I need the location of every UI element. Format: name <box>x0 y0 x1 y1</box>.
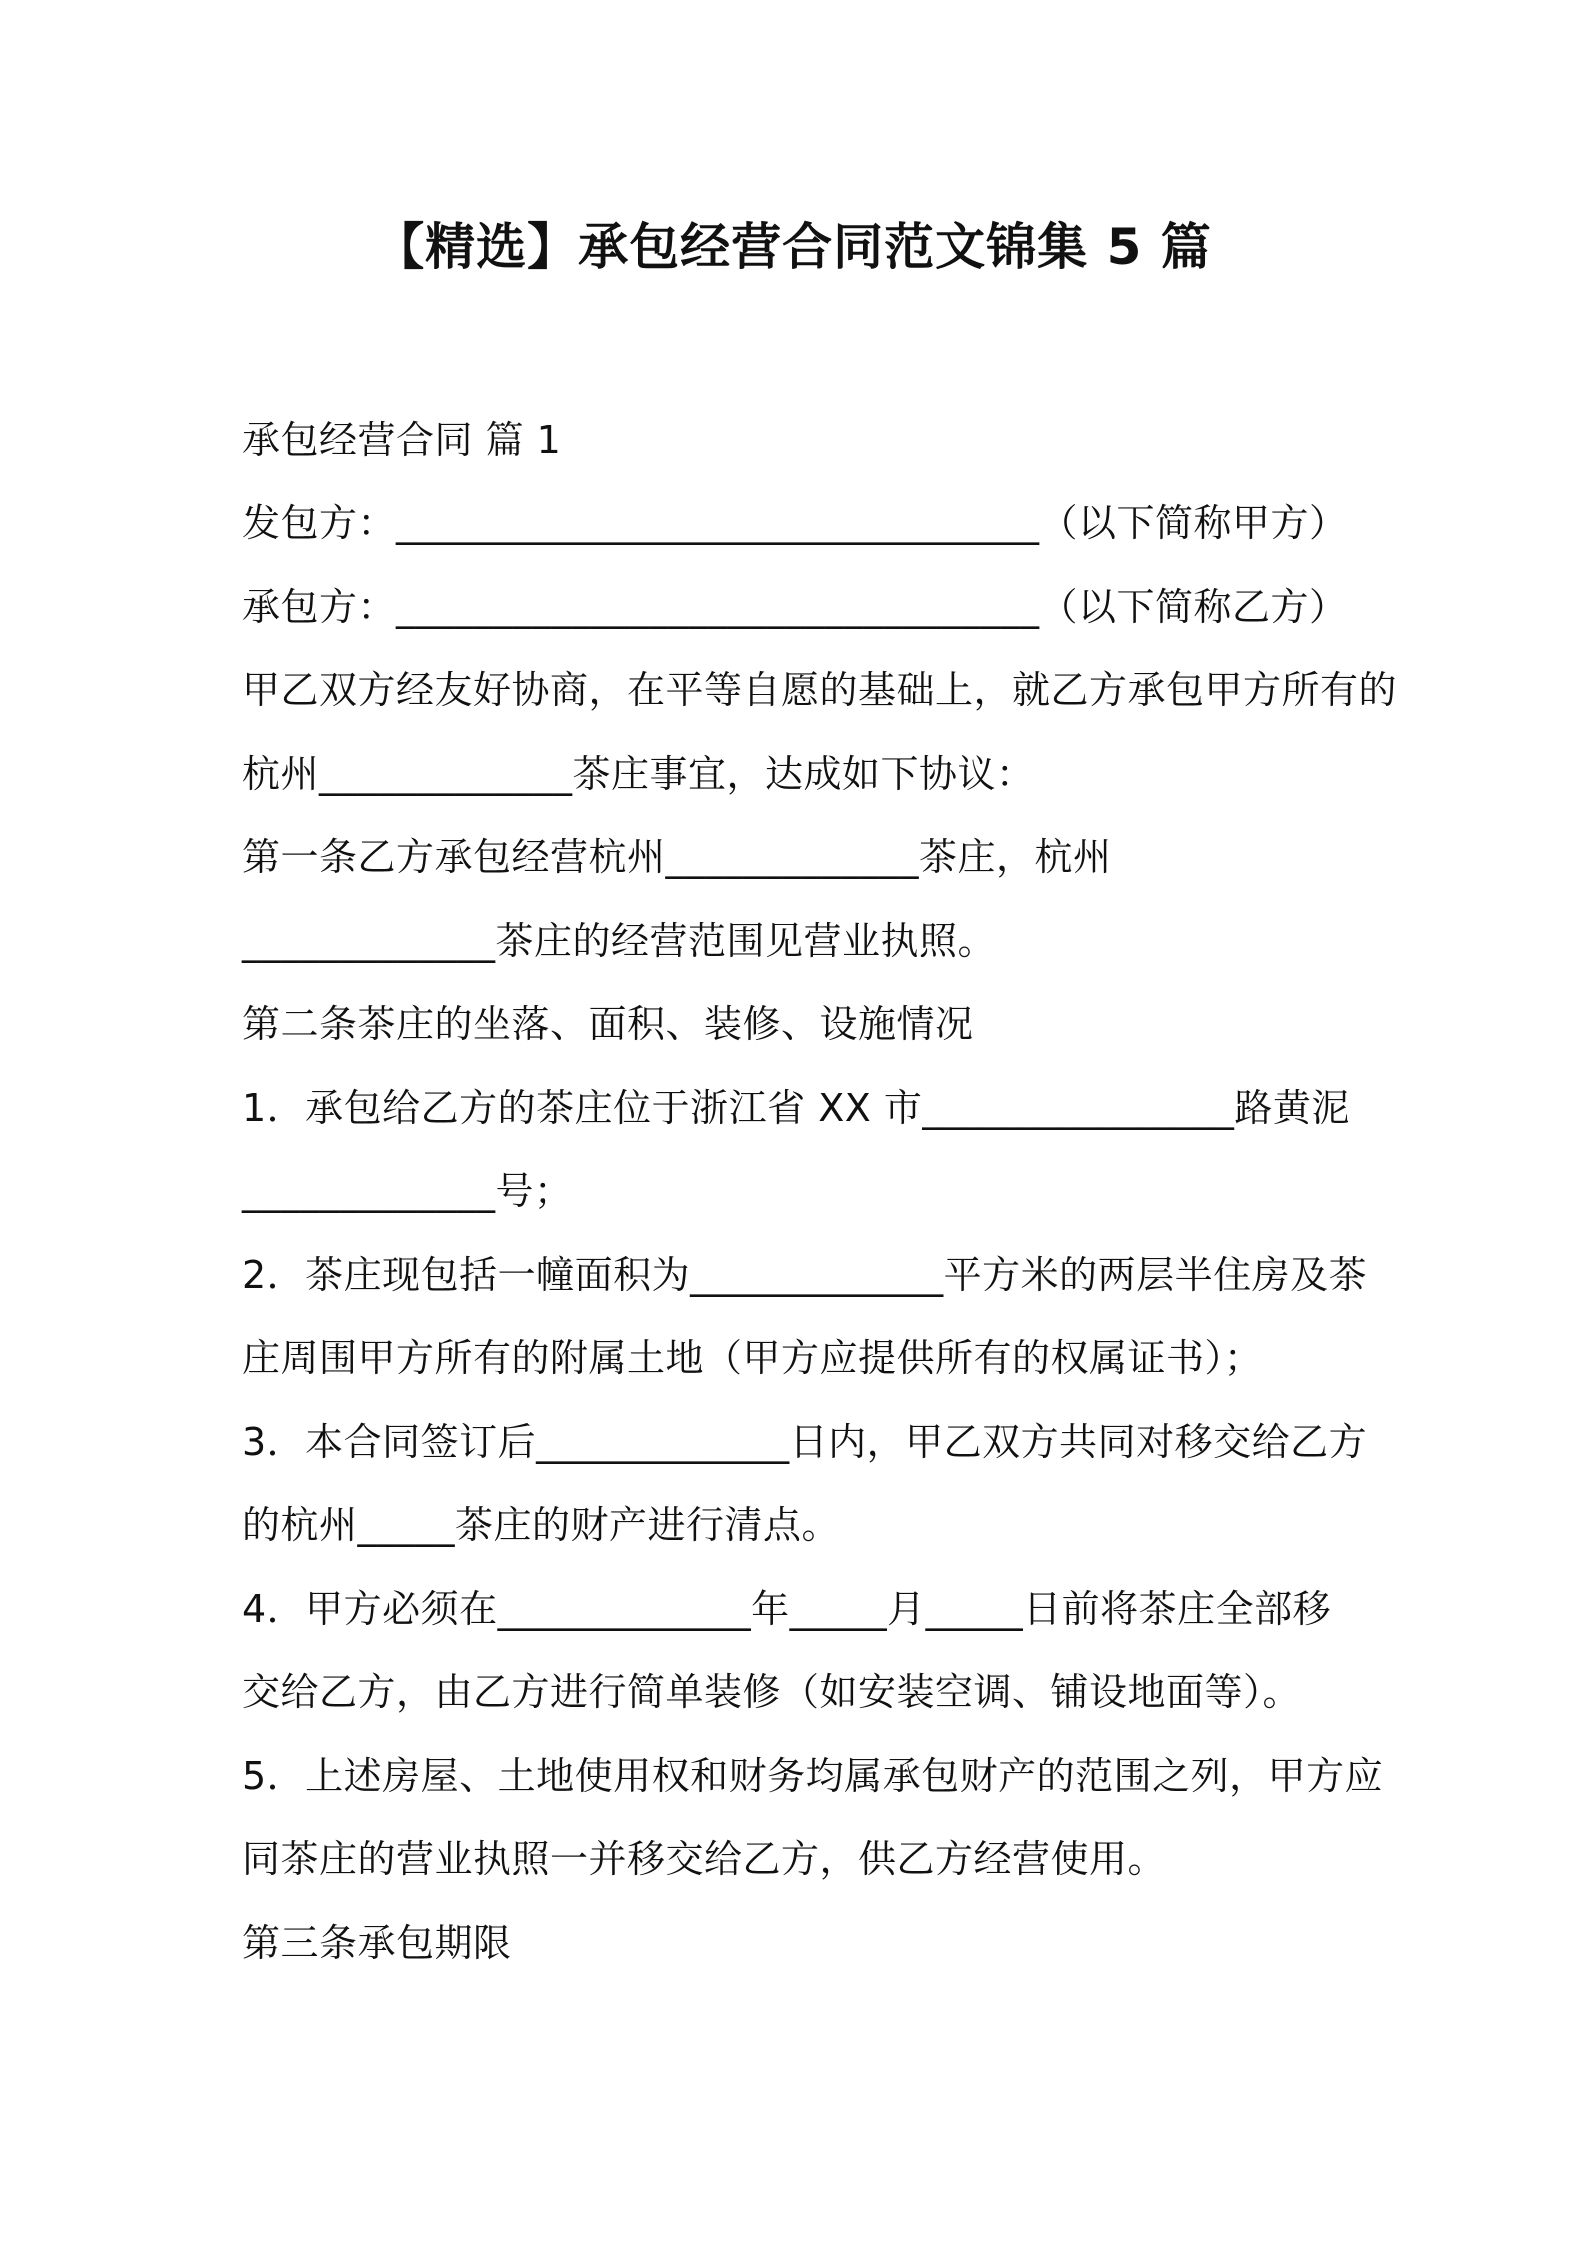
article-heading: 第三条承包期限 <box>242 1921 512 1965</box>
clause-line: 4．甲方必须在_____________年_____月_____日前将茶庄全部移 <box>242 1587 1332 1631</box>
document-title: 【精选】承包经营合同范文锦集 5 篇 <box>374 218 1212 276</box>
clause-line: 2．茶庄现包括一幢面积为_____________平方米的两层半住房及茶 <box>242 1253 1368 1297</box>
clause-line: 的杭州_____茶庄的财产进行清点。 <box>242 1503 841 1547</box>
clause-line: 同茶庄的营业执照一并移交给乙方，供乙方经营使用。 <box>242 1837 1167 1881</box>
contract-party-line: 发包方：_________________________________（以下简称甲方） <box>242 501 1348 545</box>
paragraph-line: 杭州_____________茶庄事宜，达成如下协议： <box>242 752 1035 796</box>
section-heading: 承包经营合同 篇 1 <box>242 418 562 462</box>
clause-line: 3．本合同签订后_____________日内，甲乙双方共同对移交给乙方 <box>242 1420 1368 1464</box>
clause-line: 交给乙方，由乙方进行简单装修（如安装空调、铺设地面等）。 <box>242 1670 1302 1714</box>
clause-line: 庄周围甲方所有的附属土地（甲方应提供所有的权属证书）； <box>242 1336 1263 1380</box>
article-line: _____________茶庄的经营范围见营业执照。 <box>242 919 997 963</box>
clause-line: _____________号； <box>242 1169 573 1213</box>
paragraph-line: 甲乙双方经友好协商，在平等自愿的基础上，就乙方承包甲方所有的 <box>242 668 1398 712</box>
clause-line: 1．承包给乙方的茶庄位于浙江省 XX 市________________路黄泥 <box>242 1086 1350 1130</box>
article-line: 第一条乙方承包经营杭州_____________茶庄，杭州 <box>242 835 1112 879</box>
article-heading: 第二条茶庄的坐落、面积、装修、设施情况 <box>242 1002 974 1046</box>
clause-line: 5．上述房屋、土地使用权和财务均属承包财产的范围之列，甲方应 <box>242 1754 1384 1798</box>
contract-party-line: 承包方：_________________________________（以下简称乙方） <box>242 585 1348 629</box>
